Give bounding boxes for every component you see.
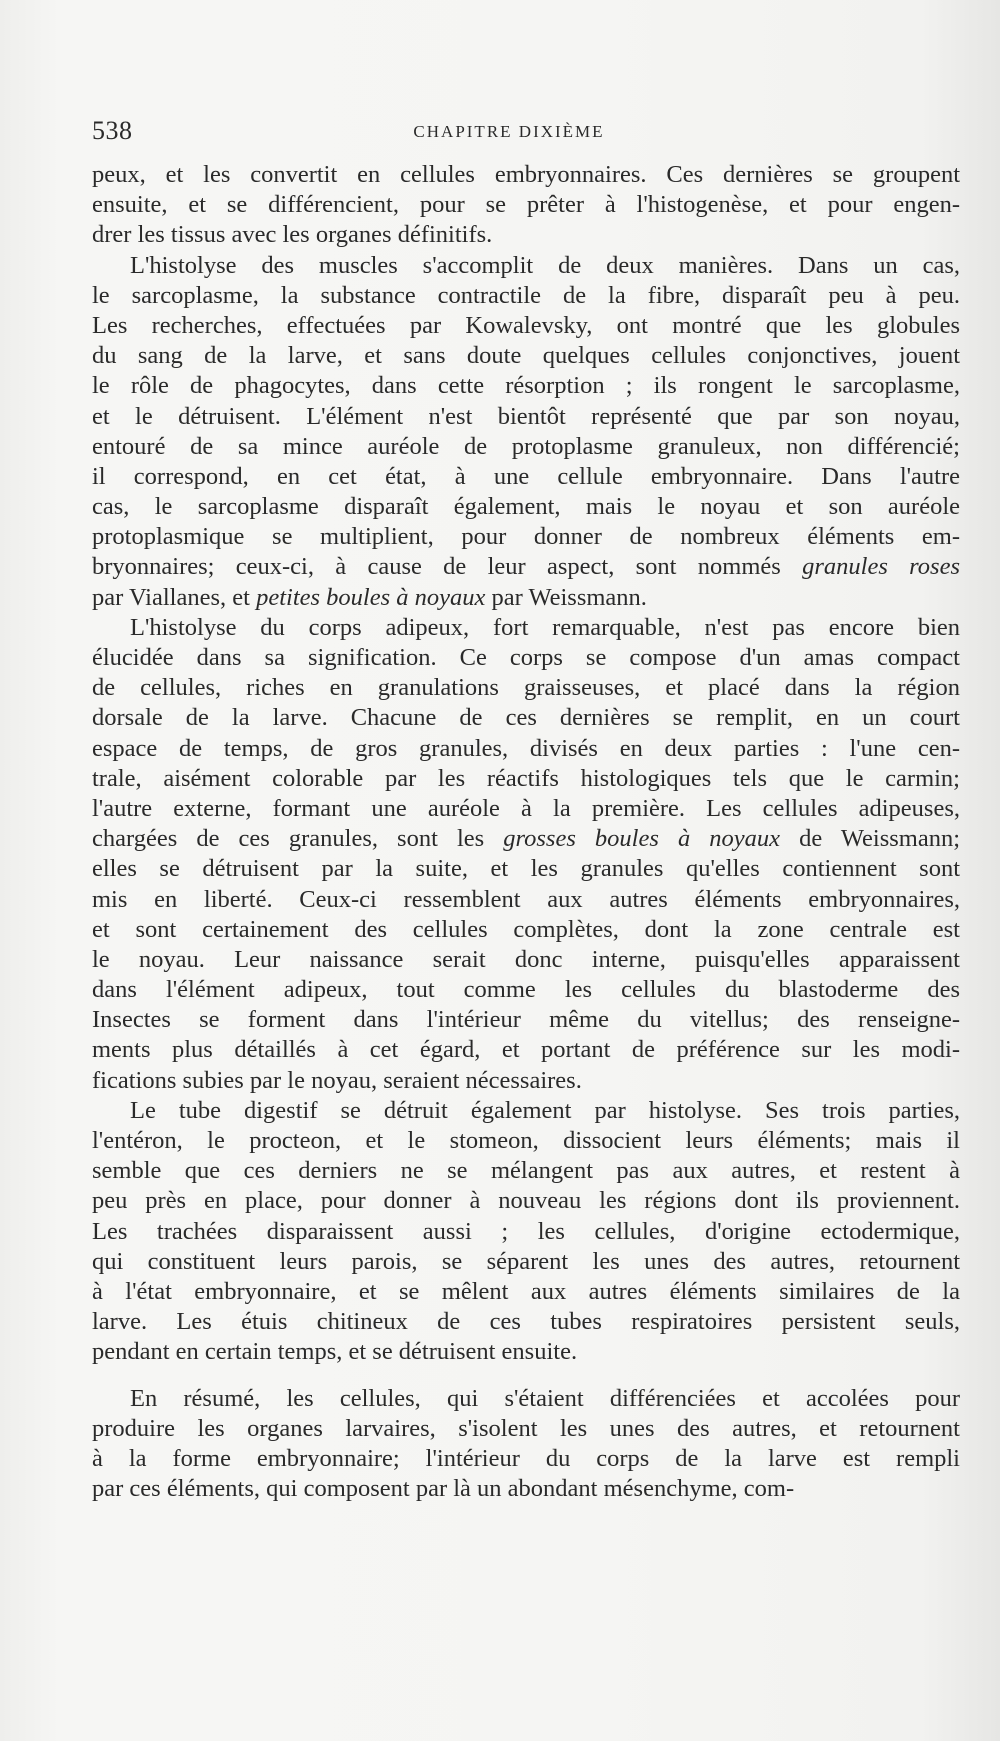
text-run: l'entéron, le procteon, et le stomeon, dissocient leurs éléments; mais il xyxy=(92,1127,960,1154)
text-line xyxy=(92,945,960,975)
text-line xyxy=(92,552,960,582)
text-line xyxy=(92,1217,960,1247)
text-line xyxy=(92,975,960,1005)
text-line xyxy=(92,1337,960,1367)
text-line xyxy=(92,1156,960,1186)
text-run: de cellules, riches en granulations graisseuses, et placé dans la région xyxy=(92,674,960,702)
text-line xyxy=(92,1005,960,1035)
page-number: 538 xyxy=(92,116,133,145)
text-run: et sont certainement des cellules complètes, dont la zone centrale est xyxy=(92,915,960,943)
text-line xyxy=(92,1414,960,1444)
text-run: il correspond, en cet état, à une cellule embryonnaire. Dans l'autre xyxy=(92,462,960,490)
text-line xyxy=(92,1126,960,1156)
text-line xyxy=(92,160,960,190)
text-run: à la forme embryonnaire; l'intérieur du corps de la larve est rempli xyxy=(92,1444,960,1472)
text-run: ensuite, et se différencient, pour se prêter à l'histogenèse, et pour engen- xyxy=(92,191,960,219)
text-line xyxy=(92,1186,960,1216)
text-line xyxy=(92,583,960,613)
text-run: le noyau. Leur naissance serait donc interne, puisqu'elles apparaissent xyxy=(92,945,960,973)
text-run: larve. Les étuis chitineux de ces tubes respiratoires persistent seuls, xyxy=(92,1308,960,1336)
text-run: et le détruisent. L'élément n'est bientôt représenté que par son noyau, xyxy=(92,402,960,430)
text-run: espace de temps, de gros granules, divisés en deux parties : l'une cen- xyxy=(92,734,960,762)
text-line xyxy=(92,673,960,703)
text-line xyxy=(92,1474,960,1504)
text-run: de Weissmann; xyxy=(780,825,960,853)
text-run: à l'état embryonnaire, et se mêlent aux autres éléments similaires de la xyxy=(92,1277,960,1305)
text-run: ments plus détaillés à cet égard, et portant de préférence sur les modi- xyxy=(92,1036,960,1064)
text-run: mis en liberté. Ceux-ci ressemblent aux autres éléments embryonnaires, xyxy=(92,885,960,913)
text-line xyxy=(92,432,960,462)
text-line xyxy=(92,1035,960,1065)
text-run: par Viallanes, et xyxy=(92,583,257,611)
text-run: L'histolyse des muscles s'accomplit de deux manières. Dans un cas, xyxy=(130,251,960,279)
text-line xyxy=(92,1384,960,1414)
text-run: chargées de ces granules, sont les xyxy=(92,825,504,853)
text-run: élucidée dans sa signification. Ce corps se compose d'un amas compact xyxy=(92,644,960,671)
text-run: le rôle de phagocytes, dans cette résorption ; ils rongent le sarcoplasme, xyxy=(92,372,960,400)
text-line xyxy=(92,492,960,522)
text-line xyxy=(92,371,960,401)
text-line xyxy=(92,794,960,824)
text-line xyxy=(92,251,960,281)
italic-term: petites boules à noyaux xyxy=(256,583,486,611)
text-line xyxy=(92,1307,960,1337)
text-run: protoplasmique se multiplient, pour donner de nombreux éléments em- xyxy=(92,523,960,551)
text-line xyxy=(92,281,960,311)
text-run: Les recherches, effectuées par Kowalevsky, ont montré que les globules xyxy=(92,311,960,339)
text-line xyxy=(92,522,960,552)
text-line xyxy=(92,311,960,341)
text-run: entouré de sa mince auréole de protoplasme granuleux, non différencié; xyxy=(92,432,960,460)
text-line xyxy=(92,402,960,432)
text-run: elles se détruisent par la suite, et les granules qu'elles contiennent sont xyxy=(92,855,960,883)
text-run: par ces éléments, qui composent par là un abondant mésenchyme, com- xyxy=(92,1475,795,1503)
text-run: l'autre externe, formant une auréole à la première. Les cellules adipeuses, xyxy=(92,794,960,822)
text-line xyxy=(92,1277,960,1307)
text-line xyxy=(92,703,960,733)
text-run: dorsale de la larve. Chacune de ces dernières se remplit, en un court xyxy=(92,704,960,732)
italic-term: granules roses xyxy=(802,553,960,581)
text-run: qui constituent leurs parois, se séparent les unes des autres, retournent xyxy=(92,1247,960,1275)
text-run: pendant en certain temps, et se détruisent ensuite. xyxy=(92,1338,578,1366)
text-run: Les trachées disparaissent aussi ; les cellules, d'origine ectodermique, xyxy=(92,1217,960,1245)
text-run: peux, et les convertit en cellules embryonnaires. Ces dernières se groupent xyxy=(92,161,960,188)
page-header xyxy=(92,116,926,146)
text-line xyxy=(92,734,960,764)
text-line xyxy=(92,824,960,854)
text-run: par Weissmann. xyxy=(485,583,647,611)
text-run: drer les tissus avec les organes définitifs. xyxy=(92,221,493,249)
text-line xyxy=(92,854,960,884)
text-run: L'histolyse du corps adipeux, fort remarquable, n'est pas encore bien xyxy=(130,613,960,641)
text-line xyxy=(92,1247,960,1277)
text-line xyxy=(92,341,960,371)
text-line xyxy=(92,885,960,915)
text-run: bryonnaires; ceux-ci, à cause de leur aspect, sont nommés xyxy=(92,553,803,581)
text-line xyxy=(92,764,960,794)
text-run: trale, aisément colorable par les réactifs histologiques tels que le carmin; xyxy=(92,764,960,792)
text-line xyxy=(92,643,960,673)
text-run: dans l'élément adipeux, tout comme les cellules du blastoderme des xyxy=(92,976,960,1004)
text-run: Le tube digestif se détruit également par histolyse. Ses trois parties, xyxy=(130,1096,960,1124)
text-line xyxy=(92,915,960,945)
text-line xyxy=(92,613,960,643)
text-line xyxy=(92,1066,960,1096)
running-head: CHAPITRE DIXIÈME xyxy=(413,122,605,141)
text-line xyxy=(92,1444,960,1474)
text-line xyxy=(92,220,960,250)
text-run: du sang de la larve, et sans doute quelques cellules conjonctives, jouent xyxy=(92,342,960,370)
text-run: le sarcoplasme, la substance contractile de la fibre, disparaît peu à peu. xyxy=(92,281,960,309)
text-run: cas, le sarcoplasme disparaît également, mais le noyau et son auréole xyxy=(92,493,960,521)
text-run: semble que ces derniers ne se mélangent pas aux autres, et restent à xyxy=(92,1157,960,1185)
text-run: peu près en place, pour donner à nouveau les régions dont ils proviennent. xyxy=(92,1187,960,1215)
text-run: Insectes se forment dans l'intérieur même du vitellus; des renseigne- xyxy=(92,1006,960,1034)
text-run: fications subies par le noyau, seraient nécessaires. xyxy=(92,1066,582,1094)
italic-term: grosses boules à noyaux xyxy=(503,825,781,853)
text-line xyxy=(92,190,960,220)
body-text xyxy=(92,160,960,1504)
text-run: En résumé, les cellules, qui s'étaient différenciées et accolées pour xyxy=(130,1384,960,1412)
text-run: produire les organes larvaires, s'isolent les unes des autres, et retournent xyxy=(92,1414,960,1442)
text-line xyxy=(92,1096,960,1126)
text-line xyxy=(92,462,960,492)
